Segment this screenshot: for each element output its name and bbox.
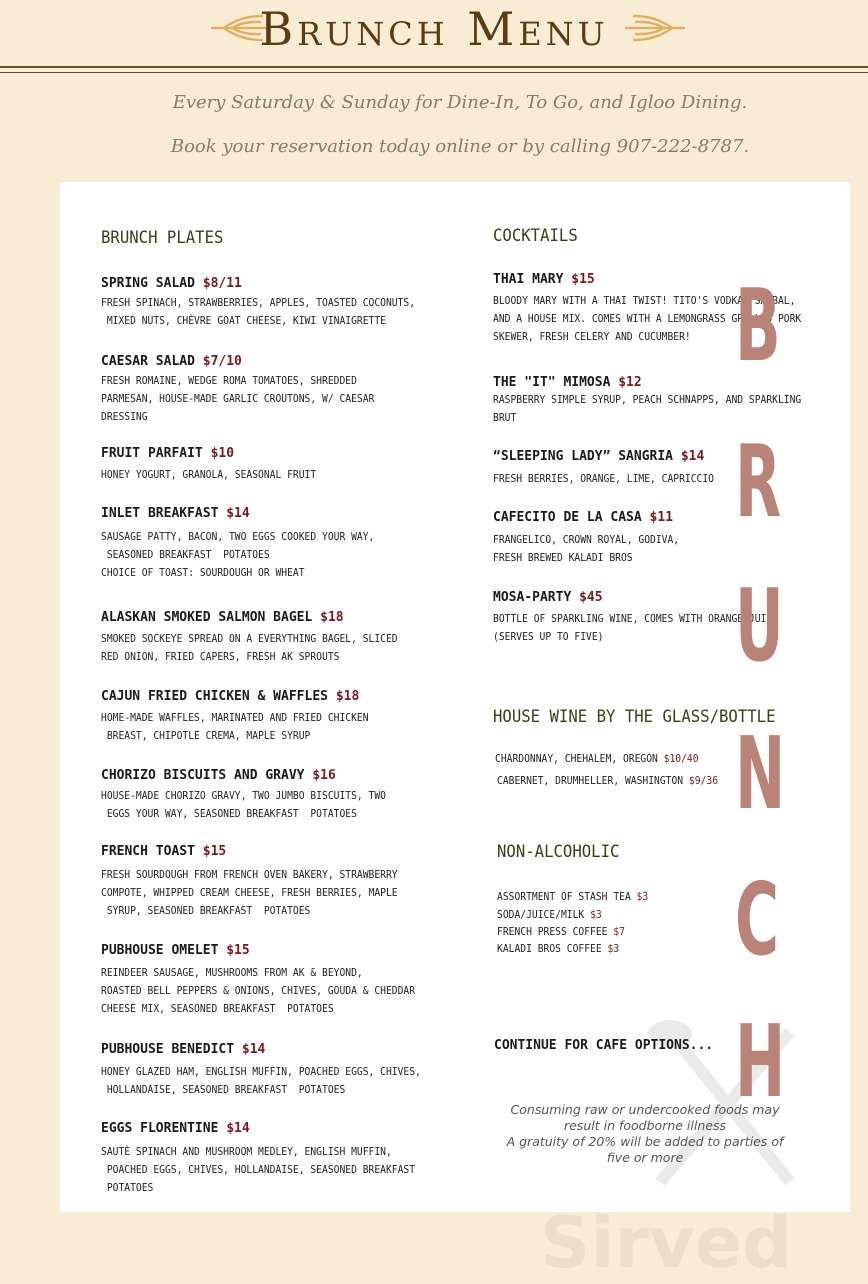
item-price: $45 [579,590,603,605]
item-price: $14 [241,1042,266,1057]
item-name-text: FRUIT PARFAIT [101,446,211,461]
side-letter-r: R [735,423,782,540]
list-item [495,750,699,768]
menu-item-description: HOME-MADE WAFFLES, MARINATED AND FRIED CHICKEN BREAST, CHIPOTLE CREMA, MAPLE SYRUP [101,712,369,742]
side-letter-b: B [735,267,781,384]
item-name-text: “SLEEPING LADY” SANGRIA [493,449,681,464]
reservation-line: Book your reservation today online or by calling 907-222-8787. [170,136,750,157]
item-price: $10 [210,446,235,461]
brunch-plates-heading: BRUNCH PLATES [101,228,224,248]
menu-item-name [101,768,336,783]
list-item [497,888,648,906]
watermark-text: Sirved [540,1202,793,1284]
menu-item-name [493,449,704,464]
item-name-text: SPRING SALAD [101,276,203,291]
menu-item-description: BOTTLE OF SPARKLING WINE, COMES WITH ORANGE JUICE (SERVES UP TO FIVE) [493,613,778,643]
item-name-text: THAI MARY [493,272,572,287]
list-item-price: $3 [590,909,602,921]
list-item-name: FRENCH PRESS COFFEE [497,926,614,938]
menu-item-description: HOUSE-MADE CHORIZO GRAVY, TWO JUMBO BISCUITS, TWO EGGS YOUR WAY, SEASONED BREAKFAST POTATOES [101,790,386,820]
menu-item-description: FRESH BERRIES, ORANGE, LIME, CAPRICCIO [493,473,715,485]
item-name-text: PUBHOUSE OMELET [101,943,227,958]
side-letter-n: N [735,715,786,832]
list-item-price: $3 [607,943,620,955]
menu-item-description: SAUTÈ SPINACH AND MUSHROOM MEDLEY, ENGLISH MUFFIN, POACHED EGGS, CHIVES, HOLLANDAISE, SEASONED BREAKFAST POTATOES [101,1146,416,1194]
menu-item-name [493,272,595,287]
item-name-text: INLET BREAKFAST [101,506,227,521]
item-name-text: CAESAR SALAD [101,354,203,369]
menu-header [0,0,868,80]
menu-item-name [101,446,234,461]
item-name-text: MOSA-PARTY [493,590,580,605]
non-alcoholic-heading: NON-ALCOHOLIC [497,842,620,862]
item-name-text: CAFECITO DE LA CASA [493,510,650,525]
side-letter-c: C [735,861,780,978]
item-price: $14 [680,449,705,464]
item-price: $15 [571,272,595,287]
item-price: $15 [202,844,227,859]
list-item-price: $9/36 [688,775,719,787]
list-item-price: $10/40 [663,753,699,765]
item-price: $14 [226,1121,250,1136]
menu-item-name [101,1042,265,1057]
header-rule-thin [0,72,868,73]
item-price: $14 [226,506,250,521]
list-item-name: CABERNET, DRUMHELLER, WASHINGTON [497,775,689,787]
list-item-name: CHARDONNAY, CHEHALEM, OREGON [495,753,664,765]
menu-item-name [101,354,242,369]
item-price: $12 [618,375,642,390]
item-name-text: CAJUN FRIED CHICKEN & WAFFLES [101,689,336,704]
list-item-name: SODA/JUICE/MILK [497,909,591,921]
menu-item-description: FRANGELICO, CROWN ROYAL, GODIVA, FRESH BREWED KALADI BROS [493,534,680,564]
menu-item-description: SMOKED SOCKEYE SPREAD ON A EVERYTHING BAGEL, SLICED RED ONION, FRIED CAPERS, FRESH AK SPROUTS [101,633,398,663]
list-item [497,940,619,958]
list-item [497,923,625,941]
list-item-name: KALADI BROS COFFEE [497,943,608,955]
list-item-price: $3 [636,891,649,903]
item-price: $8/11 [202,276,242,291]
item-name-text: CHORIZO BISCUITS AND GRAVY [101,768,313,783]
menu-item-description: FRESH SOURDOUGH FROM FRENCH OVEN BAKERY, STRAWBERRY COMPOTE, WHIPPED CREAM CHEESE, FRESH BERRIES, MAPLE SYRUP, SEASONED BREAKFAST POTATOES [101,869,398,917]
header-rule [0,66,868,68]
menu-item-description: REINDEER SAUSAGE, MUSHROOMS FROM AK & BEYOND, ROASTED BELL PEPPERS & ONIONS, CHIVES, GOUDA & CHEDDAR CHEESE MIX, SEASONED BREAKFAST POTATOES [101,967,416,1015]
menu-item-name [101,610,344,625]
menu-item-name [101,506,250,521]
item-price: $16 [312,768,336,783]
list-item-price: $7 [613,926,625,938]
item-name-text: ALASKAN SMOKED SALMON BAGEL [101,610,321,625]
menu-item-name [101,689,359,704]
item-price: $18 [320,610,344,625]
item-name-text: THE "IT" MIMOSA [493,375,619,390]
item-price: $7/10 [202,354,242,369]
schedule-line: Every Saturday & Sunday for Dine-In, To Go, and Igloo Dining. [172,92,748,113]
menu-item-description: FRESH SPINACH, STRAWBERRIES, APPLES, TOASTED COCONUTS, MIXED NUTS, CHÈVRE GOAT CHEESE, KIWI VINAIGRETTE [101,297,416,327]
menu-item-description: SAUSAGE PATTY, BACON, TWO EGGS COOKED YOUR WAY, SEASONED BREAKFAST POTATOES CHOICE OF TOAST: SOURDOUGH OR WHEAT [101,531,375,579]
menu-item-description: FRESH ROMAINE, WEDGE ROMA TOMATOES, SHREDDED PARMESAN, HOUSE-MADE GARLIC CROUTONS, W/ CAESAR DRESSING [101,375,375,423]
menu-item-name [493,590,603,605]
page-title: Brunch Menu [259,2,609,56]
item-name-text: FRENCH TOAST [101,844,203,859]
gratuity-notice: A gratuity of 20% will be added to parties of five or more [506,1134,784,1165]
menu-item-name [493,375,642,390]
continue-cafe-options: CONTINUE FOR CAFE OPTIONS... [494,1038,714,1053]
menu-item-description: BLOODY MARY WITH A THAI TWIST! TITO'S VODKA, SAMBAL, AND A HOUSE MIX. COMES WITH A LEMONGRASS GRILLED PORK SKEWER, FRESH CELERY AND CUCUMBER! [493,295,802,343]
menu-item-name [493,510,673,525]
wheat-ornament-right-icon [624,10,686,46]
menu-item-description: HONEY GLAZED HAM, ENGLISH MUFFIN, POACHED EGGS, CHIVES, HOLLANDAISE, SEASONED BREAKFAST POTATOES [101,1066,421,1096]
menu-item-description: RASPBERRY SIMPLE SYRUP, PEACH SCHNAPPS, AND SPARKLING BRUT [493,394,802,424]
menu-item-name [101,1121,250,1136]
item-name-text: PUBHOUSE BENEDICT [101,1042,242,1057]
list-item [497,772,718,790]
menu-item-description: HONEY YOGURT, GRANOLA, SEASONAL FRUIT [101,469,317,481]
cocktails-heading: COCKTAILS [493,226,578,246]
item-price: $15 [226,943,250,958]
menu-item-name [101,943,250,958]
menu-item-name [101,276,242,291]
side-letter-u: U [735,567,784,684]
item-price: $11 [649,510,674,525]
raw-food-disclaimer: Consuming raw or undercooked foods may result in foodborne illness [510,1102,780,1133]
item-price: $18 [335,689,360,704]
list-item-name: ASSORTMENT OF STASH TEA [497,891,637,903]
item-name-text: EGGS FLORENTINE [101,1121,227,1136]
list-item [497,906,602,924]
wine-heading: HOUSE WINE BY THE GLASS/BOTTLE [493,707,776,727]
menu-item-name [101,844,226,859]
side-letter-h: H [735,1003,786,1120]
